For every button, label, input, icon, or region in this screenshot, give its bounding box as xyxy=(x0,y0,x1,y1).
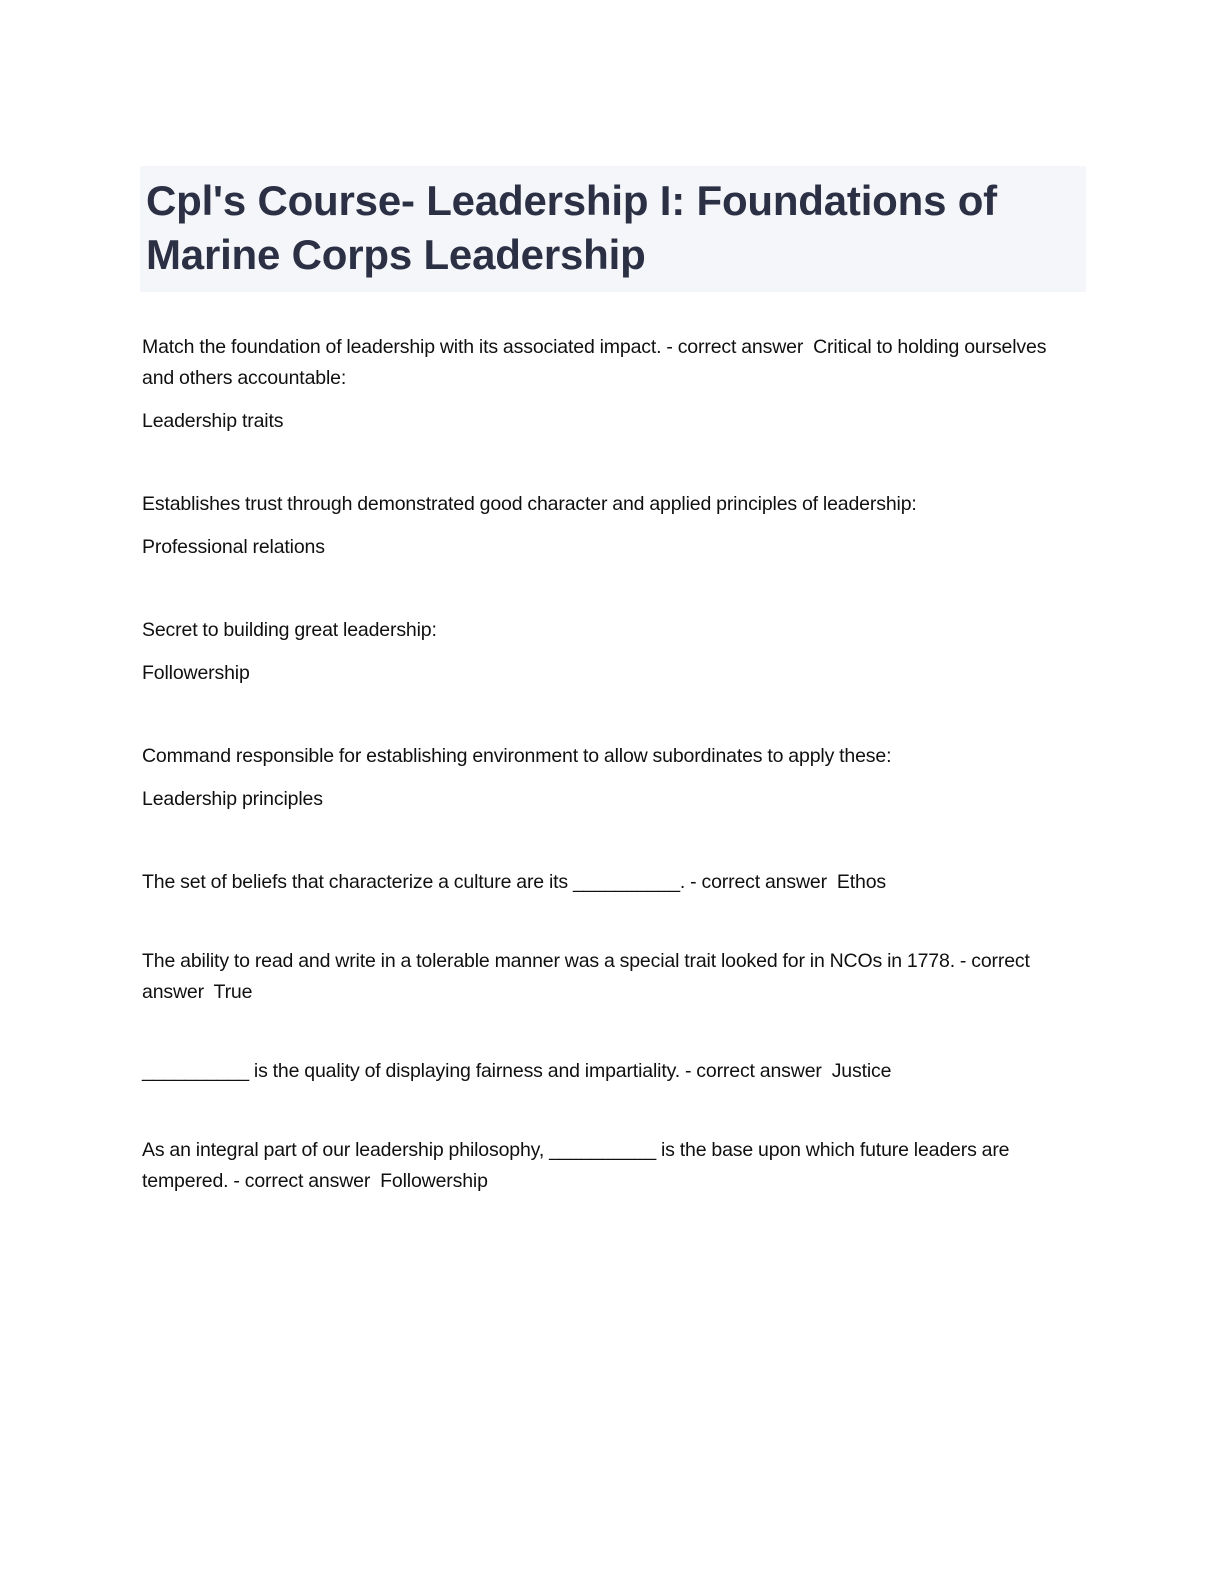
qa-question: Secret to building great leadership: xyxy=(142,619,437,641)
spacer xyxy=(142,772,1062,784)
qa-question: Match the foundation of leadership with its associated impact. - correct answer Critical to holding ourselves and others accountable: xyxy=(142,336,1052,389)
qa-answer: Followership xyxy=(142,662,250,684)
spacer xyxy=(142,437,1062,489)
spacer xyxy=(142,646,1062,658)
spacer xyxy=(142,689,1062,741)
qa-question: As an integral part of our leadership philosophy, __________ is the base upon which future leaders are tempered. - correct answer Followership xyxy=(142,1139,1015,1192)
qa-question: __________ is the quality of displaying fairness and impartiality. - correct answer Justice xyxy=(142,1060,892,1082)
page-title: Cpl's Course- Leadership I: Foundations of Marine Corps Leadership xyxy=(140,166,1086,292)
spacer xyxy=(142,520,1062,532)
spacer xyxy=(142,1087,1062,1135)
spacer xyxy=(142,563,1062,615)
qa-question: The ability to read and write in a tolerable manner was a special trait looked for in NCOs in 1778. - correct answer True xyxy=(142,950,1035,1003)
qa-answer: Professional relations xyxy=(142,536,325,558)
qa-question: Establishes trust through demonstrated good character and applied principles of leadership: xyxy=(142,493,917,515)
qa-question: The set of beliefs that characterize a culture are its __________. - correct answer Ethos xyxy=(142,871,886,893)
spacer xyxy=(142,394,1062,406)
qa-answer: Leadership principles xyxy=(142,788,323,810)
qa-answer: Leadership traits xyxy=(142,410,284,432)
spacer xyxy=(142,898,1062,946)
document-body xyxy=(142,332,1062,1197)
qa-question: Command responsible for establishing environment to allow subordinates to apply these: xyxy=(142,745,892,767)
spacer xyxy=(142,1008,1062,1056)
spacer xyxy=(142,815,1062,867)
